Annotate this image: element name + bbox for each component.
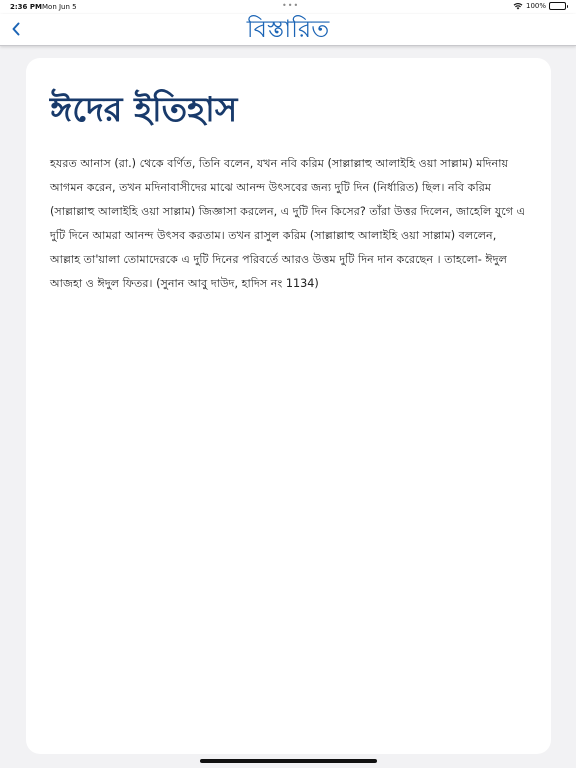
status-time: 2:36 PM xyxy=(10,3,42,11)
multitasking-dots[interactable]: ••• xyxy=(282,1,300,10)
battery-percent: 100% xyxy=(525,2,546,10)
article-card xyxy=(26,58,551,754)
article-body: হযরত আনাস (রা.) থেকে বর্ণিত, তিনি বলেন, যখন নবি করিম (সাল্লাল্লাহু আলাইহি ওয়া সাল্লাম) মদিনায় আগমন করেন, তখন মদিনাবাসীদের মাঝে আনন্দ উৎসবের জন্য দুটি দিন (নির্ধারিত) ছিল। নবি করিম (সাল্লাল্লাহু আলাইহি ওয়া সাল্লাম) জিজ্ঞাসা করলেন, এ দুটি দিন কিসের? তাঁরা উত্তর দিলেন, জাহেলি যুগে এ দুটি দিনে আমরা আনন্দ উৎসব করতাম। তখন রাসুল করিম (সাল্লাল্লাহু আলাইহি ওয়া সাল্লাম) বললেন, আল্লাহ তা'য়ালা তোমাদেরকে এ দুটি দিনের পরিবর্তে আরও উত্তম দুটি দিন দান করেছেন । তাহলো- ঈদুল আজহা ও ঈদুল ফিতর। (সুনান আবু দাউদ, হাদিস নং 1134) xyxy=(50,157,526,290)
wifi-icon xyxy=(513,2,523,10)
navigation-bar xyxy=(0,14,576,46)
status-date: Mon Jun 5 xyxy=(42,3,77,11)
status-right xyxy=(513,2,566,10)
home-indicator[interactable] xyxy=(200,759,377,763)
nav-title: বিস্তারিত xyxy=(246,15,330,43)
battery-icon xyxy=(549,2,566,10)
article-title: ঈদের ইতিহাস xyxy=(50,90,238,130)
status-bar xyxy=(0,0,576,14)
